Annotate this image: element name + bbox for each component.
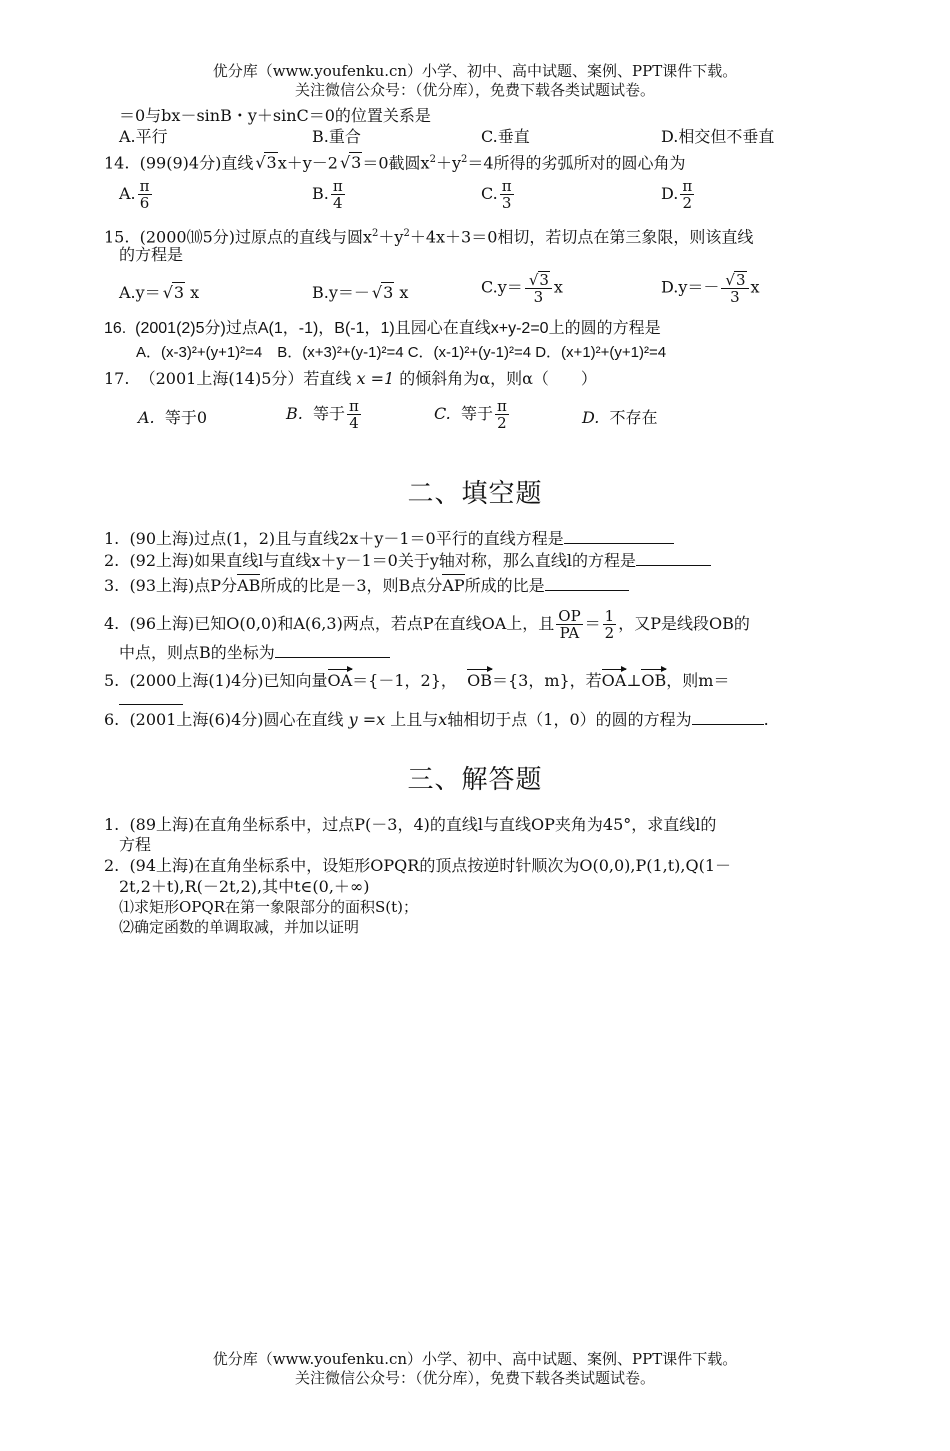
answer-blank[interactable] <box>636 551 711 566</box>
page-header-line2: 关注微信公众号：（优分库），免费下载各类试题试卷。 <box>294 81 655 99</box>
fill-question-5: 5. (2000上海(1)4分)已知向量OA＝{－1，2}， OB＝{3，m}，若OA⊥OB，则m＝ <box>104 667 729 691</box>
page-footer-line1: 优分库（www.youfenku.cn）小学、初中、高中试题、案例、PPT课件下载。 <box>212 1350 738 1368</box>
q14-option-b: B. $\frac{\pi}{4}$ <box>312 177 343 212</box>
fill-question-5-blank <box>119 690 183 710</box>
q17-option-b: B. 等于 $\frac{\pi}{4}$ <box>286 397 359 432</box>
q17-option-a: A. 等于0 <box>138 408 207 427</box>
q14-option-c: C. $\frac{\pi}{3}$ <box>481 177 512 212</box>
answer-blank[interactable] <box>564 529 674 544</box>
q13-option-c: C.垂直 <box>481 127 530 146</box>
question-15-continued: 的方程是 <box>119 245 184 264</box>
q13-tail: ＝0与bx－sinB・y＋sinC＝0的位置关系是 <box>119 106 431 125</box>
section-title-fill: 二、填空题 <box>407 479 543 509</box>
q13-option-b: B.重合 <box>312 127 361 146</box>
q13-option-a: A.平行 <box>119 127 168 146</box>
fill-question-6: 6. (2001上海(6)4分)圆心在直线 y =x 上且与x轴相切于点（1，0）的圆的方程为 . <box>104 710 769 729</box>
fill-question-1: 1. (90上海)过点(1，2)且与直线2x＋y－1＝0平行的直线方程是 <box>104 529 674 549</box>
answer-blank[interactable] <box>275 643 390 658</box>
q17-option-c: C. 等于 $\frac{\pi}{2}$ <box>434 397 507 432</box>
page-header-line1: 优分库（www.youfenku.cn）小学、初中、高中试题、案例、PPT课件下载。 <box>212 62 738 80</box>
answer-question-2-part2: ⑵确定函数的单调取减，并加以证明 <box>119 918 360 936</box>
q16-options: A．(x-3)²+(y+1)²=4 B．(x+3)²+(y-1)²=4 C．(x-1)²+(y-1)²=4 D．(x+1)²+(y+1)²=4 <box>136 344 667 361</box>
answer-blank[interactable] <box>692 710 764 725</box>
q14-option-d: D. $\frac{\pi}{2}$ <box>661 177 693 212</box>
q15-option-b: B.y＝－√ 3 x <box>312 282 408 303</box>
question-14: 14. (99(9)4分)直线√ 3x＋y－2√ 3＝0截圆$x^2+y^2=4$所得的劣弧所对的圆心角为 <box>104 150 686 173</box>
answer-question-1: 1. (89上海)在直角坐标系中，过点P(－3，4)的直线l与直线OP夹角为45°，求直线l的 <box>104 815 717 834</box>
question-15: 15. (2000⑽5分)过原点的直线与圆$x^2+y^2+4x+3=0$相切，若切点在第三象限，则该直线 <box>104 227 754 247</box>
fill-question-3: 3. (93上海)点P分AB所成的比是－3，则B点分AP所成的比是 <box>104 572 629 596</box>
q13-option-d: D.相交但不垂直 <box>661 127 775 146</box>
fill-question-4-continued: 中点，则点B的坐标为 <box>119 643 390 663</box>
answer-blank[interactable] <box>119 690 183 705</box>
section-title-answer: 三、解答题 <box>407 765 543 795</box>
fill-question-2: 2. (92上海)如果直线l与直线x＋y－1＝0关于y轴对称，那么直线l的方程是 <box>104 551 711 571</box>
question-17: 17. （2001上海(14)5分）若直线 x =1 的倾斜角为α，则α（ ） <box>104 369 597 388</box>
q15-option-a: A.y＝√ 3 x <box>119 282 199 303</box>
answer-question-1-continued: 方程 <box>119 835 152 854</box>
page-footer-line2: 关注微信公众号：（优分库），免费下载各类试题试卷。 <box>294 1369 655 1387</box>
answer-question-2-continued: 2t,2＋t),R(－2t,2),其中t∈(0,＋∞) <box>119 877 370 896</box>
question-16: 16. (2001(2)5分)过点A(1，-1)，B(-1，1)且园心在直线x+y-2=0上的圆的方程是 <box>104 320 661 337</box>
answer-question-2: 2. (94上海)在直角坐标系中，设矩形OPQR的顶点按逆时针顺次为O(0,0),P(1,t),Q(1－ <box>104 856 732 875</box>
q14-option-a: A. $\frac{\pi}{6}$ <box>119 177 150 212</box>
q17-option-d: D. 不存在 <box>582 408 658 427</box>
fill-question-4: 4. (96上海)已知O(0,0)和A(6,3)两点，若点P在直线OA上，且 $\frac{OP}{PA}$ ＝ $\frac{1}{2}$ ，又P是线段OB的 <box>104 607 750 642</box>
q15-option-d: D.y＝－ √ $\frac{3}{3}$ x <box>661 271 760 305</box>
answer-blank[interactable] <box>545 576 629 591</box>
answer-question-2-part1: ⑴求矩形OPQR在第一象限部分的面积S(t)； <box>119 898 418 916</box>
q15-option-c: C.y＝ √ $\frac{3}{3}$ x <box>481 271 563 305</box>
